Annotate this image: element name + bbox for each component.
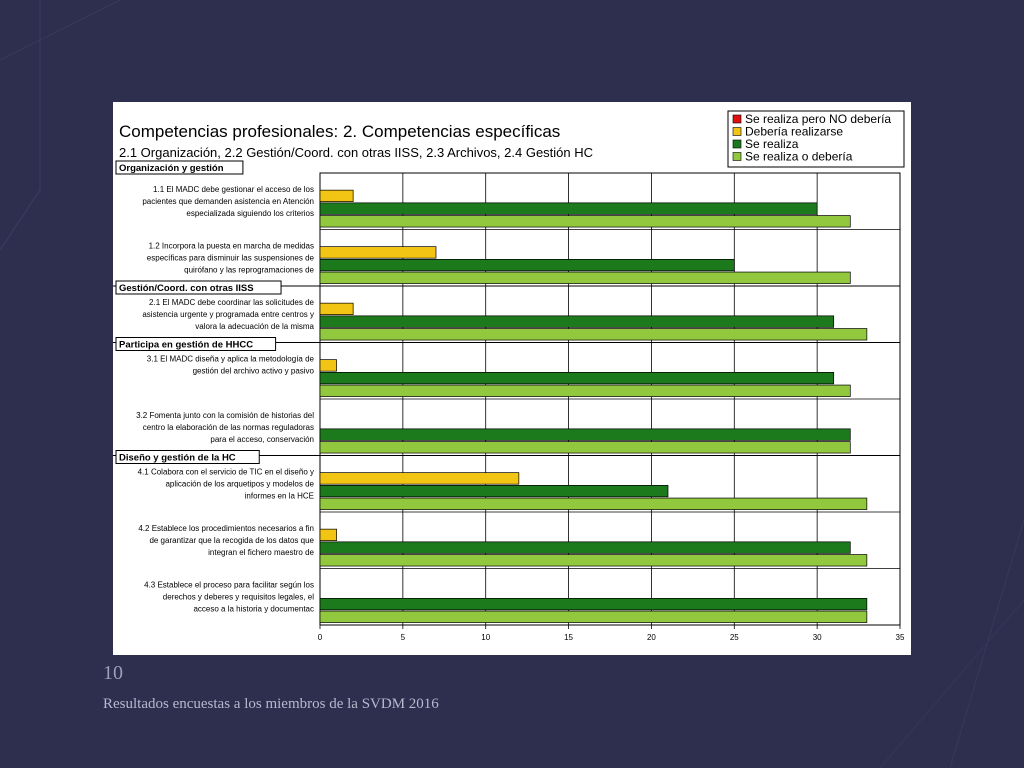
bar [320, 216, 850, 228]
bar [320, 598, 867, 610]
x-tick-label: 0 [317, 633, 323, 642]
group-label: Organización y gestión [119, 163, 224, 174]
bar [320, 203, 817, 215]
bar [320, 473, 519, 485]
bar [320, 542, 850, 554]
category-label: centro la elaboración de las normas reguladoras [142, 423, 314, 432]
chart-subtitle: 2.1 Organización, 2.2 Gestión/Coord. con otras IISS, 2.3 Archivos, 2.4 Gestión HC [119, 145, 594, 160]
category-label: integran el fichero maestro de [208, 548, 314, 557]
bar [320, 555, 867, 567]
category-label: gestión del archivo activo y pasivo [192, 366, 314, 376]
slide-number: 10 [103, 662, 123, 684]
bar [320, 329, 867, 341]
x-tick-label: 25 [729, 633, 739, 642]
bar [320, 303, 353, 315]
category-label: 2.1 El MADC debe coordinar las solicitudes de [149, 298, 314, 307]
bar [320, 485, 668, 497]
category-label: de garantizar que la recogida de los datos que [149, 536, 314, 545]
x-tick-label: 35 [895, 633, 905, 642]
bar [320, 372, 834, 384]
group-label: Participa en gestión de HHCC [119, 339, 254, 351]
legend-label: Se realiza [745, 137, 799, 151]
category-label: 1.2 Incorpora la puesta en marcha de medidas [148, 241, 314, 251]
legend-label: Se realiza o debería [745, 149, 853, 164]
x-tick-label: 30 [812, 633, 822, 642]
slide-footer: Resultados encuestas a los miembros de la SVDM 2016 [103, 696, 439, 712]
category-label: quirófano y las reprogramaciones de [184, 265, 314, 275]
category-label: 1.1 El MADC debe gestionar el acceso de los [153, 185, 314, 194]
category-label: específicas para disminuir las suspensiones de [146, 253, 314, 263]
x-tick-label: 15 [564, 633, 574, 642]
bar [320, 442, 850, 454]
category-label: asistencia urgente y programada entre centros y [142, 310, 314, 319]
legend-swatch [733, 140, 741, 148]
category-label: informes en la HCE [244, 491, 314, 501]
bar [320, 272, 850, 284]
bar-chart [113, 102, 911, 655]
legend-label: Debería realizarse [745, 124, 844, 139]
category-label: especializada siguiendo los criterios [186, 209, 314, 218]
category-label: para el acceso, conservación [210, 435, 314, 444]
legend-swatch [733, 153, 741, 161]
category-label: acceso a la historia y documentac [193, 604, 314, 614]
chart-title: Competencias profesionales: 2. Competencias específicas [119, 122, 561, 141]
category-label: 3.1 El MADC diseña y aplica la metodología de [146, 354, 314, 364]
group-label: Diseño y gestión de la HC [119, 452, 236, 464]
x-tick-label: 10 [481, 633, 491, 642]
legend-swatch [733, 115, 741, 123]
x-tick-label: 20 [646, 633, 656, 642]
x-tick-label: 5 [400, 633, 406, 642]
legend [728, 111, 904, 167]
category-label: 4.2 Establece los procedimientos necesarios a fin [138, 524, 314, 533]
legend-swatch [733, 128, 741, 136]
legend-label: Se realiza pero NO debería [745, 112, 892, 126]
bar [320, 247, 436, 259]
bar [320, 498, 867, 510]
bar [320, 429, 850, 441]
bar [320, 385, 850, 397]
category-label: aplicación de los arquetipos y modelos de [165, 479, 314, 489]
bar [320, 360, 337, 372]
category-label: valora la adecuación de la misma [195, 322, 314, 331]
category-label: derechos y deberes y requisitos legales, el [162, 592, 314, 602]
bar [320, 611, 867, 623]
group-label: Gestión/Coord. con otras IISS [119, 283, 254, 294]
category-label: 4.3 Establece el proceso para facilitar según los [144, 580, 314, 590]
category-label: 3.2 Fomenta junto con la comisión de historias del [136, 411, 314, 420]
bar [320, 529, 337, 541]
bar [320, 316, 834, 328]
bar [320, 259, 734, 271]
category-label: pacientes que demanden asistencia en Atención [142, 197, 314, 206]
bar [320, 190, 353, 202]
plot-area [113, 161, 905, 642]
chart-panel [113, 102, 911, 655]
category-label: 4.1 Colabora con el servicio de TIC en el diseño y [137, 467, 314, 477]
